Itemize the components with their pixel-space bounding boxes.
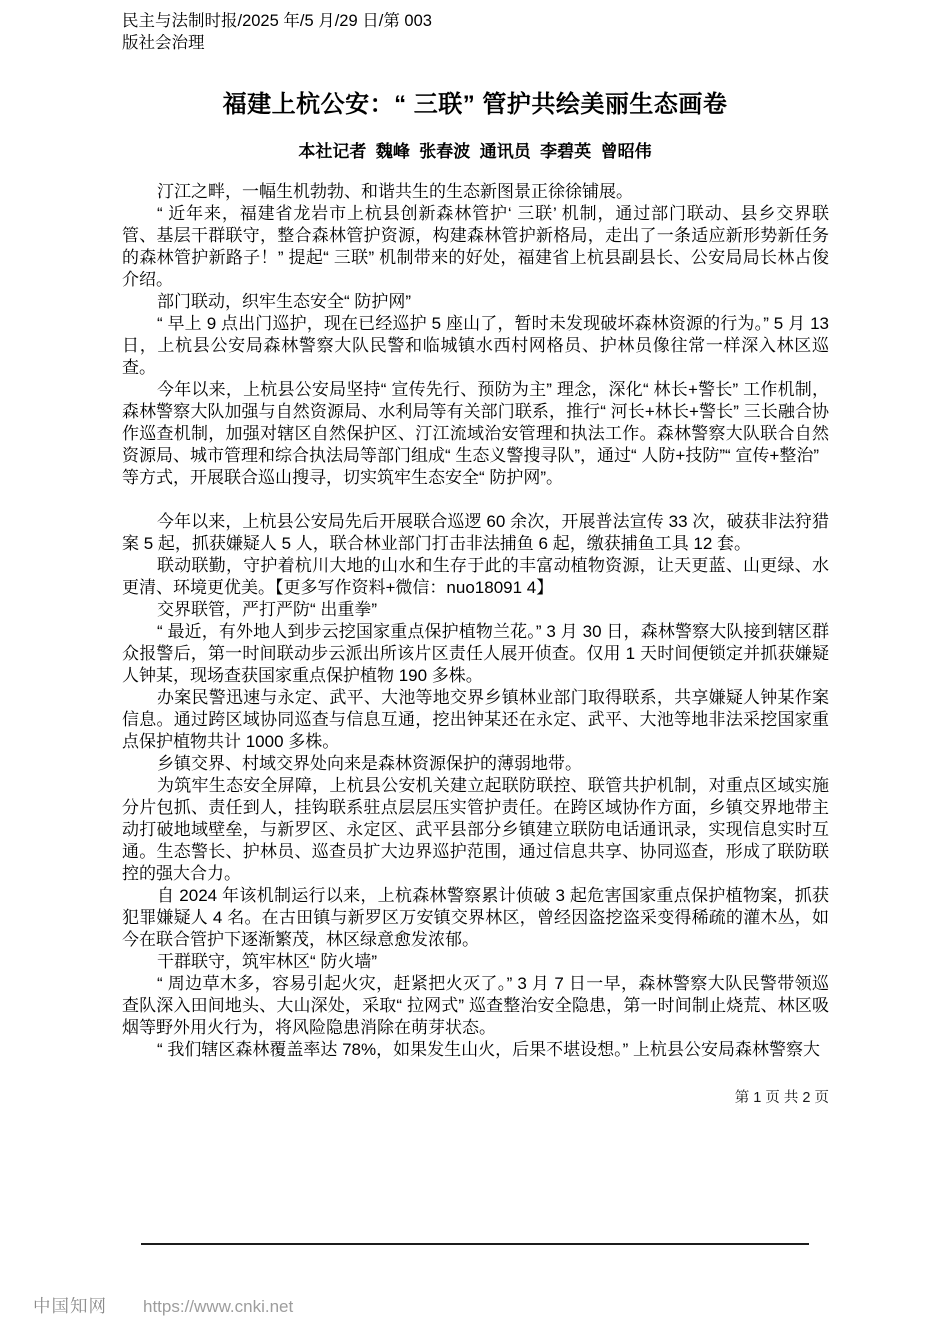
- paragraph: 今年以来，上杭县公安局坚持“ 宣传先行、预防为主” 理念，深化“ 林长+警长” 工作机制，森林警察大队加强与自然资源局、水利局等有关部门联系，推行“ 河长+林长+警长” 三长融合协作巡查机制，加强对辖区自然保护区、汀江流域治安管理和执法工作。森林警察大队联合自然资源局、城市管理和综合执法局等部门组成“ 生态义警搜寻队”，通过“ 人防+技防”“ 宣传+整治”: [122, 380, 829, 465]
- paragraph: 今年以来，上杭县公安局先后开展联合巡逻 60 余次，开展普法宣传 33 次，破获非法狩猎案 5 起，抓获嫌疑人 5 人，联合林业部门打击非法捕鱼 6 起，缴获捕鱼工具 12 套。: [122, 512, 829, 553]
- publication-header: [122, 10, 832, 54]
- paragraph: 乡镇交界、村域交界处向来是森林资源保护的薄弱地带。: [157, 754, 582, 773]
- paragraph: “ 近年来，福建省龙岩市上杭县创新森林管护‘ 三联’ 机制，通过部门联动、县乡交界联管、基层干群联守，整合森林管护资源，构建森林管护新格局，走出了一条适应新形势新任务的森林管护新路子！” 提起“ 三联” 机制带来的好处，福建省上杭县副县长、公安局局长林占俊介绍。: [122, 204, 829, 289]
- page-number: 第 1 页 共 2 页: [734, 1090, 829, 1106]
- paragraph-spacer: [122, 489, 829, 511]
- paragraph: “ 我们辖区森林覆盖率达 78%，如果发生山火，后果不堪设想。” 上杭县公安局森林警察大: [157, 1040, 821, 1059]
- page-footer: [33, 1293, 293, 1318]
- paragraph: “ 早上 9 点出门巡护，现在已经巡护 5 座山了，暂时未发现破坏森林资源的行为。” 5 月 13 日，上杭县公安局森林警察大队民警和临城镇水西村网格员、护林员像往常一样深入林区巡查。: [122, 314, 829, 377]
- article-content: [122, 181, 829, 1109]
- paragraph: “ 周边草木多，容易引起火灾，赶紧把火灭了。” 3 月 7 日一早，森林警察大队民警带领巡查队深入田间地头、大山深处，采取“ 拉网式” 巡查整治安全隐患，第一时间制止烧荒、林区吸烟等野外用火行为，将风险隐患消除在萌芽状态。: [122, 974, 829, 1037]
- paragraph: 办案民警迅速与永定、武平、大池等地交界乡镇林业部门取得联系，共享嫌疑人钟某作案信息。通过跨区域协同巡查与信息互通，挖出钟某还在永定、武平、大池等地非法采挖国家重点保护植物共计 1000 多株。: [122, 688, 829, 751]
- paragraph: 联动联勤，守护着杭川大地的山水和生存于此的丰富动植物资源，让天更蓝、山更绿、水更清、环境更优美。【更多写作资料+微信：nuo18091 4】: [122, 556, 829, 597]
- paragraph: 为筑牢生态安全屏障，上杭县公安机关建立起联防联控、联管共护机制，对重点区域实施分片包抓、责任到人，挂钩联系驻点层层压实管护责任。在跨区域协作方面，乡镇交界地带主动打破地域壁垒，与新罗区、永定区、武平县部分乡镇建立联防电话通讯录，实现信息实时互通。生态警长、护林员、巡查员扩大边界巡护范围，通过信息共享、协同巡查，形成了联防联控的强大合力。: [122, 776, 829, 883]
- section-subhead: 交界联管，严打严防“ 出重拳”: [157, 600, 378, 619]
- footer-divider: [141, 1243, 809, 1245]
- cnki-url-link[interactable]: https://www.cnki.net: [143, 1297, 294, 1316]
- paragraph: 汀江之畔，一幅生机勃勃、和谐共生的生态新图景正徐徐铺展。: [157, 182, 633, 201]
- article-title: 福建上杭公安：“ 三联” 管护共绘美丽生态画卷: [222, 91, 728, 118]
- publication-header-line2: 版社会治理: [122, 34, 205, 52]
- publication-header-line1: 民主与法制时报/2025 年/5 月/29 日/第 003: [122, 12, 432, 30]
- paragraph: “ 最近，有外地人到步云挖国家重点保护植物兰花。” 3 月 30 日，森林警察大队接到辖区群众报警后，第一时间联动步云派出所该片区责任人展开侦查。仅用 1 天时间便锁定并抓获嫌疑人钟某，现场查获国家重点保护植物 190 多株。: [122, 622, 829, 685]
- paragraph: 自 2024 年该机制运行以来，上杭森林警察累计侦破 3 起危害国家重点保护植物案，抓获犯罪嫌疑人 4 名。在古田镇与新罗区万安镇交界林区，曾经因盗挖盗采变得稀疏的灌木丛，如今在联合管护下逐渐繁茂，林区绿意愈发浓郁。: [122, 886, 829, 949]
- article-byline: 本社记者 魏峰 张春波 通讯员 李碧英 曾昭伟: [298, 142, 652, 161]
- section-subhead: 干群联守，筑牢林区“ 防火墙”: [157, 952, 378, 971]
- paragraph: 等方式，开展联合巡山搜寻，切实筑牢生态安全“ 防护网”。: [122, 468, 564, 487]
- section-subhead: 部门联动，织牢生态安全“ 防护网”: [157, 292, 412, 311]
- article-body: [122, 181, 829, 1061]
- cnki-brand-label: 中国知网: [33, 1296, 107, 1316]
